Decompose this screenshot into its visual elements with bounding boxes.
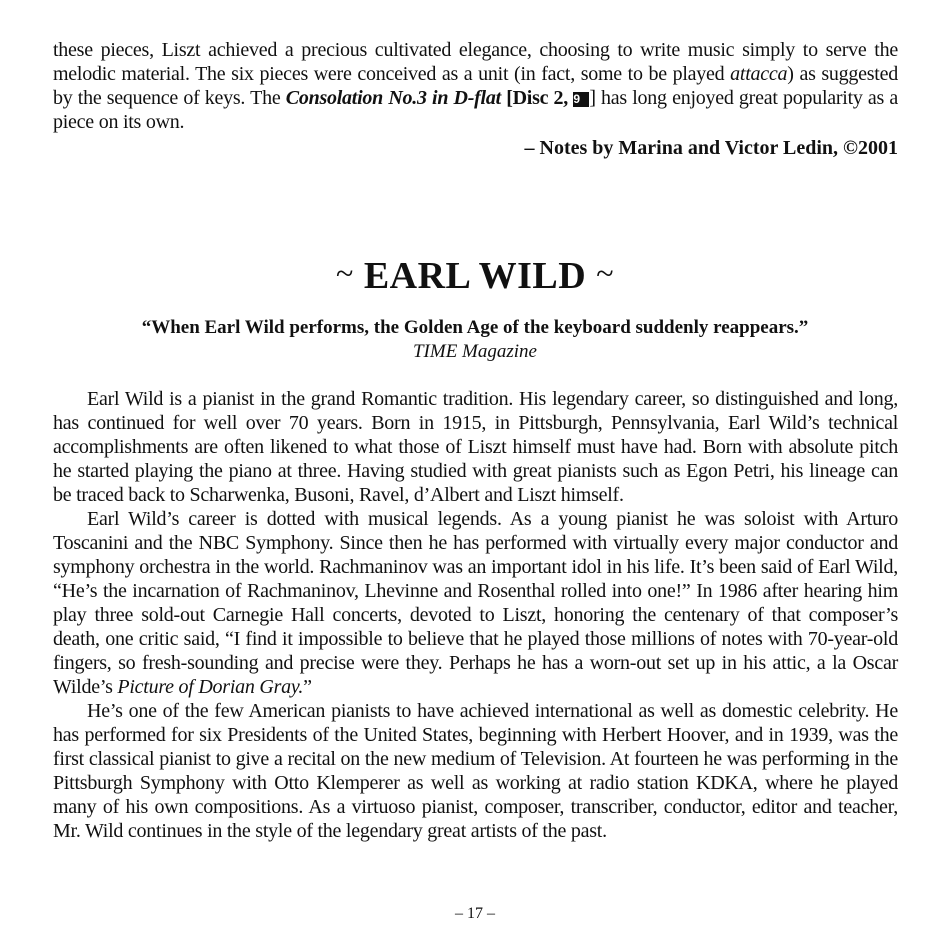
attacca-term: attacca xyxy=(730,63,788,85)
bio-paragraph-3: He’s one of the few American pianists to have achieved international as well as domestic celebrity. He has performed for six Presidents of the United States, beginning with Herbert Hoover, and in 1939, was the first classical pianist to give a recital on the new medium of Television. At fourteen he was performing in the Pittsburgh Symphony with Otto Klemperer as well as working at radio station KDKA, where he played many of his own compositions. As a virtuoso pianist, composer, transcriber, conductor, editor and teacher, Mr. Wild continues in the style of the legendary great artists of the past. xyxy=(53,700,898,842)
track-number-badge: 9 xyxy=(573,92,589,107)
disc-close: ] xyxy=(589,87,596,109)
section-title: EARL WILD xyxy=(363,255,587,297)
intro-text: these pieces, Liszt achieved a precious cultivated elegance, choosing to write music simply to serve the melodic material. The six pieces were conceived as a unit (in fact, some to be played xyxy=(53,39,898,85)
consolation-title: Consolation No.3 in D-flat xyxy=(285,87,501,109)
pull-quote xyxy=(0,316,950,364)
intro-tail: has long enjoyed great popularity as a piece on its own. xyxy=(53,87,899,133)
intro-paragraph xyxy=(53,38,898,134)
page-number: – 17 – xyxy=(455,905,495,922)
dorian-gray-title: Picture of Dorian Gray. xyxy=(117,676,304,698)
tilde-ornament-right: ~ xyxy=(596,255,614,291)
intro-section xyxy=(53,38,898,160)
quote-text: “When Earl Wild performs, the Golden Age of the keyboard suddenly reappears.” xyxy=(141,317,809,338)
tilde-ornament-left: ~ xyxy=(336,255,354,291)
bio-paragraph-1: Earl Wild is a pianist in the grand Romantic tradition. His legendary career, so distinguished and long, has continued for well over 70 years. Born in 1915, in Pittsburgh, Pennsylvania, Earl Wild’s technical accomplishments are often likened to what those of Liszt himself must have had. Born with absolute pitch he started playing the piano at three. Having studied with great pianists such as Egon Petri, his lineage can be traced back to Scharwenka, Busoni, Ravel, d’Albert and Liszt himself. xyxy=(53,388,898,506)
section-heading xyxy=(0,250,950,299)
bio-paragraph-2: Earl Wild’s career is dotted with musical legends. As a young pianist he was soloist with Arturo Toscanini and the NBC Symphony. Since then he has performed with virtually every major conductor and symphony orchestra in the world. Rachmaninov was an important idol in his life. It’s been said of Earl Wild, “He’s the incarnation of Rachmaninov, Lhevinne and Rosenthal rolled into one!” In 1986 after hearing him play three sold-out Carnegie Hall concerts, devoted to Liszt, honoring the centenary of that composer’s death, one critic said, “I find it impossible to believe that he played those millions of notes with 70-year-old fingers, so fresh-sounding and precise were they. Perhaps he has a worn-out set up in his attic, a la Oscar Wilde’s Picture of Dorian Gray.” xyxy=(53,508,898,698)
quote-source: TIME Magazine xyxy=(412,341,537,362)
disc-reference: [Disc 2, 9 xyxy=(501,87,589,109)
intro-text-2: ) as suggested by the sequence of keys. The xyxy=(53,63,898,109)
notes-credit: – Notes by Marina and Victor Ledin, ©2001 xyxy=(524,137,898,159)
biography-section xyxy=(53,387,898,843)
